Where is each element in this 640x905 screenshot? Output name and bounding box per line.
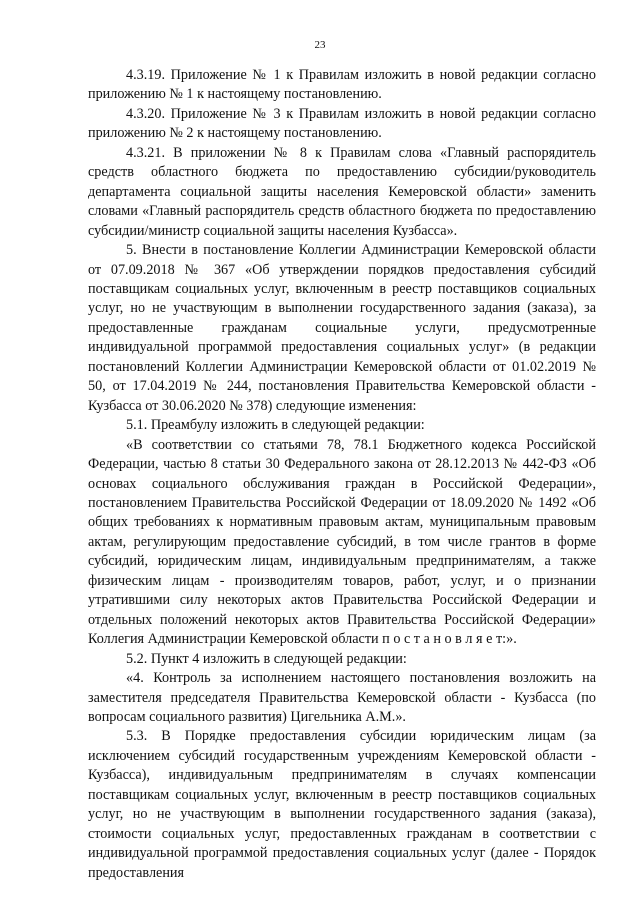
paragraph-5-1: 5.1. Преамбулу изложить в следующей редакции: [126, 417, 425, 434]
paragraph-5-2: 5.2. Пункт 4 изложить в следующей редакции: [126, 650, 407, 667]
preamble-quote: «В соответствии со статьями 78, 78.1 Бюджетного кодекса Российской Федерации, частью 8 статьи 30 Федерального закона от 28.12.2013 № 442-ФЗ «Об основах социального обслуживания граждан в Российской Федерации», постановлением Правительства Российской Федерации от 18.09.2020 № 1492 «Об общих требованиях к нормативным правовым актам, муниципальным правовым актам, регулирующим предоставление субсидий, в том числе грантов в форме субсидий, юридическим лицам, индивидуальным предпринимателям, а также физическим лицам - производителям товаров, работ, услуг, и о признании утратившими силу некоторых актов Правительства Российской Федерации и отдельных положений некоторых актов Правительства Российской Федерации» Коллегия Администрации Кемеровской области п о с т а н о в л я е т:». [88, 436, 596, 648]
paragraph-5: 5. Внести в постановление Коллегии Администрации Кемеровской области от 07.09.2018 № 367 «Об утверждении порядков предоставления субсидий поставщикам социальных услуг, включенным в реестр поставщиков социальных услуг, но не участвующим в выполнении государственного задания (заказа), за предоставленные гражданам социальные услуги, предусмотренные индивидуальной программой предоставления социальных услуг» (в редакции постановлений Коллегии Администрации Кемеровской области от 01.02.2019 № 50, от 17.04.2019 № 244, постановления Правительства Кемеровской области - Кузбасса от 30.06.2020 № 378) следующие изменения: [88, 242, 596, 414]
document-body [88, 66, 596, 883]
paragraph-4-3-21: 4.3.21. В приложении № 8 к Правилам слова «Главный распорядитель средств областного бюджета по предоставлению субсидии/руководитель департамента социальной защиты населения Кемеровской области» заменить словами «Главный распорядитель средств областного бюджета по предоставлению субсидии/министр социальной защиты населения Кузбасса». [88, 144, 596, 239]
paragraph-4-3-20: 4.3.20. Приложение № 3 к Правилам изложить в новой редакции согласно приложению № 2 к настоящему постановлению. [88, 105, 596, 142]
clause-4-quote: «4. Контроль за исполнением настоящего постановления возложить на заместителя председателя Правительства Кемеровской области - Кузбасса (по вопросам социального развития) Цигельника А.М.». [88, 670, 596, 725]
paragraph-5-3: 5.3. В Порядке предоставления субсидии юридическим лицам (за исключением субсидий государственным учреждениям Кемеровской области - Кузбасса), индивидуальным предпринимателям в случаях компенсации поставщикам социальных услуг, включенным в реестр поставщиков социальных услуг, но не участвующим в выполнении государственного задания (заказа), стоимости социальных услуг, предоставленных гражданам в соответствии с индивидуальной программой предоставления социальных услуг (далее - Порядок предоставления [88, 728, 596, 881]
paragraph-4-3-19: 4.3.19. Приложение № 1 к Правилам изложить в новой редакции согласно приложению № 1 к настоящему постановлению. [88, 67, 596, 103]
page-number: 23 [314, 39, 326, 51]
